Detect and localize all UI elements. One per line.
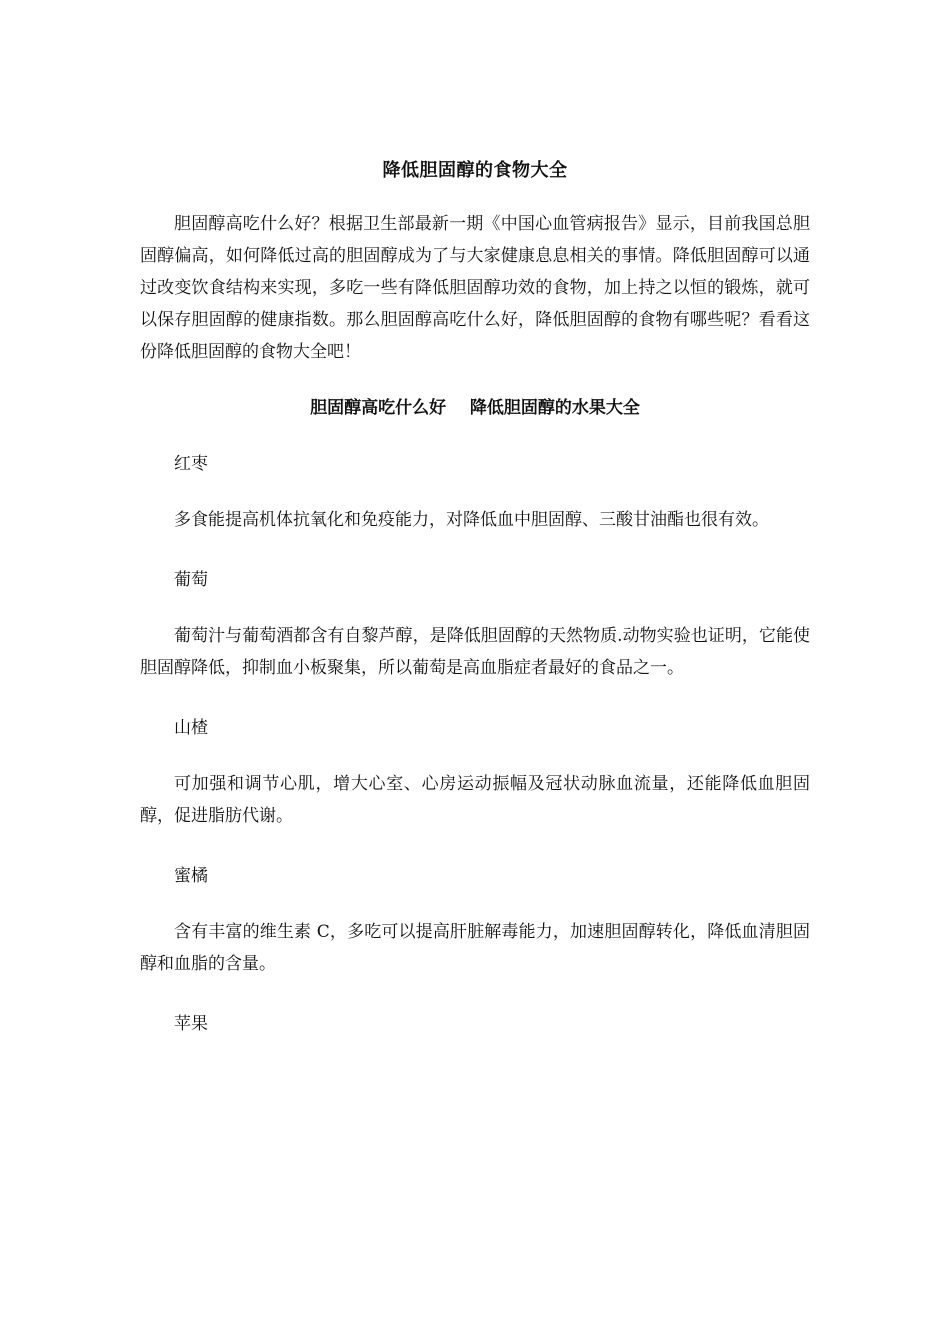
item-desc-putao: 葡萄汁与葡萄酒都含有自黎芦醇，是降低胆固醇的天然物质.动物实验也证明，它能使胆固醇降低，抑制血小板聚集，所以葡萄是高血脂症者最好的食品之一。: [140, 626, 810, 678]
document-title: 降低胆固醇的食物大全: [382, 160, 568, 181]
item-desc-miju: 含有丰富的维生素 C，多吃可以提高肝脏解毒能力，加速胆固醇转化，降低血清胆固醇和血脂的含量。: [140, 922, 810, 974]
item-name-miju: 蜜橘: [174, 866, 208, 886]
intro-paragraph: 胆固醇高吃什么好？根据卫生部最新一期《中国心血管病报告》显示，目前我国总胆固醇偏高，如何降低过高的胆固醇成为了与大家健康息息相关的事情。降低胆固醇可以通过改变饮食结构来实现，多吃一些有降低胆固醇功效的食物，加上持之以恒的锻炼，就可以保存胆固醇的健康指数。那么胆固醇高吃什么好，降低胆固醇的食物有哪些呢？看看这份降低胆固醇的食物大全吧！: [140, 214, 810, 362]
item-name-putao: 葡萄: [174, 570, 208, 590]
item-name-pingguo: 苹果: [174, 1014, 208, 1034]
item-name-hongzao: 红枣: [174, 454, 208, 474]
item-desc-shanzha: 可加强和调节心肌，增大心室、心房运动振幅及冠状动脉血流量，还能降低血胆固醇，促进脂肪代谢。: [140, 774, 810, 826]
item-name-shanzha: 山楂: [174, 718, 208, 738]
item-desc-hongzao: 多食能提高机体抗氧化和免疫能力，对降低血中胆固醇、三酸甘油酯也很有效。: [174, 510, 769, 530]
document-page: [140, 150, 810, 1064]
section-heading: 胆固醇高吃什么好 降低胆固醇的水果大全: [310, 398, 640, 418]
